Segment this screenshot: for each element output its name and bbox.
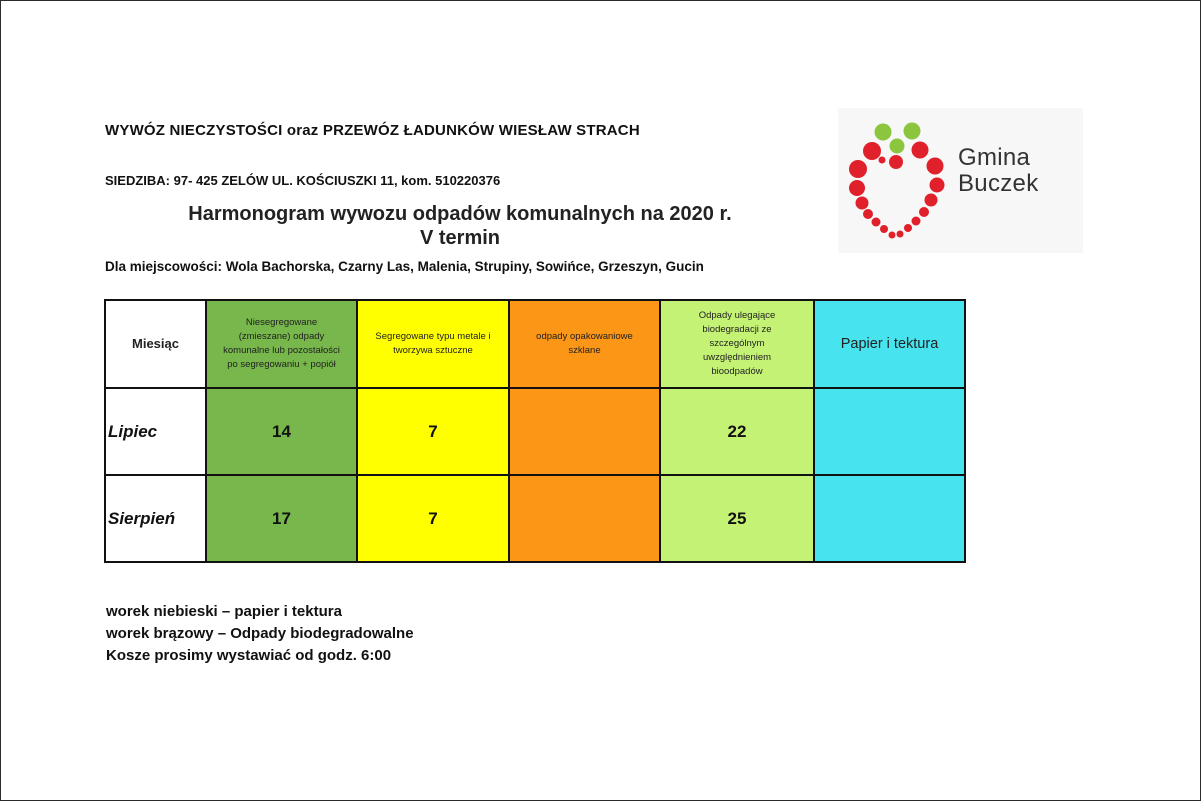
schedule-title [130, 202, 790, 250]
header-biodegradable [660, 300, 814, 388]
gmina-buczek-logo [838, 108, 1083, 253]
metal-plastic-date-cell: 7 [357, 388, 509, 475]
company-address: SIEDZIBA: 97- 425 ZELÓW UL. KOŚCIUSZKI 11, kom. 510220376 [105, 173, 501, 188]
paper-date-cell [814, 388, 965, 475]
header-glass-line: szklane [568, 345, 601, 356]
note-line: Kosze prosimy wystawiać od godz. 6:00 [106, 647, 392, 664]
header-mixed-waste [206, 300, 357, 388]
header-bio-line: uwzględnieniem [702, 352, 772, 363]
company-name: WYWÓZ NIECZYSTOŚCI oraz PRZEWÓZ ŁADUNKÓW WIESŁAW STRACH [105, 122, 640, 139]
header-mixed-line: po segregowaniu + popiół [227, 359, 336, 370]
mixed-date-cell: 14 [206, 388, 357, 475]
header-bio-line: bioodpadów [711, 366, 763, 377]
header-glass [509, 300, 660, 388]
glass-date-cell [509, 475, 660, 562]
logo-text-buczek: Buczek [958, 170, 1039, 197]
note-line: worek niebieski – papier i tektura [106, 603, 342, 620]
header-paper-label: Papier i tektura [840, 336, 939, 352]
header-metal-line: tworzywa sztuczne [393, 345, 473, 356]
header-mixed-line: komunalne lub pozostałości [223, 345, 340, 356]
localities-line: Dla miejscowości: Wola Bachorska, Czarny Las, Malenia, Strupiny, Sowińce, Grzeszyn, Gucin [105, 259, 704, 274]
mixed-date-cell: 17 [206, 475, 357, 562]
collection-schedule-table [104, 299, 966, 563]
header-bio-line: Odpady ulegające [698, 310, 776, 321]
header-month [105, 300, 206, 388]
header-month-label: Miesiąc [132, 336, 179, 351]
table-row [105, 475, 965, 562]
header-bio-line: szczególnym [709, 338, 765, 349]
glass-date-cell [509, 388, 660, 475]
header-glass-line: odpady opakowaniowe [536, 331, 633, 342]
header-mixed-line: (zmieszane) odpady [238, 331, 325, 342]
table-row [105, 388, 965, 475]
logo-text-gmina: Gmina [958, 144, 1031, 171]
bio-date-cell: 25 [660, 475, 814, 562]
header-paper [814, 300, 965, 388]
metal-plastic-date-cell: 7 [357, 475, 509, 562]
month-cell: Sierpień [105, 475, 206, 562]
header-metal-line: Segregowane typu metale i [375, 331, 491, 342]
title-line-2: V termin [419, 227, 501, 249]
table-header-row [105, 300, 965, 388]
logo-text [958, 145, 1039, 197]
title-line-1: Harmonogram wywozu odpadów komunalnych na 2020 r. [188, 203, 732, 225]
month-cell: Lipiec [105, 388, 206, 475]
bio-date-cell: 22 [660, 388, 814, 475]
notes-block [106, 601, 414, 667]
note-line: worek brązowy – Odpady biodegradowalne [106, 625, 414, 642]
header-bio-line: biodegradacji ze [702, 324, 772, 335]
header-mixed-line: Niesegregowane [245, 317, 318, 328]
header-metal-plastic [357, 300, 509, 388]
paper-date-cell [814, 475, 965, 562]
